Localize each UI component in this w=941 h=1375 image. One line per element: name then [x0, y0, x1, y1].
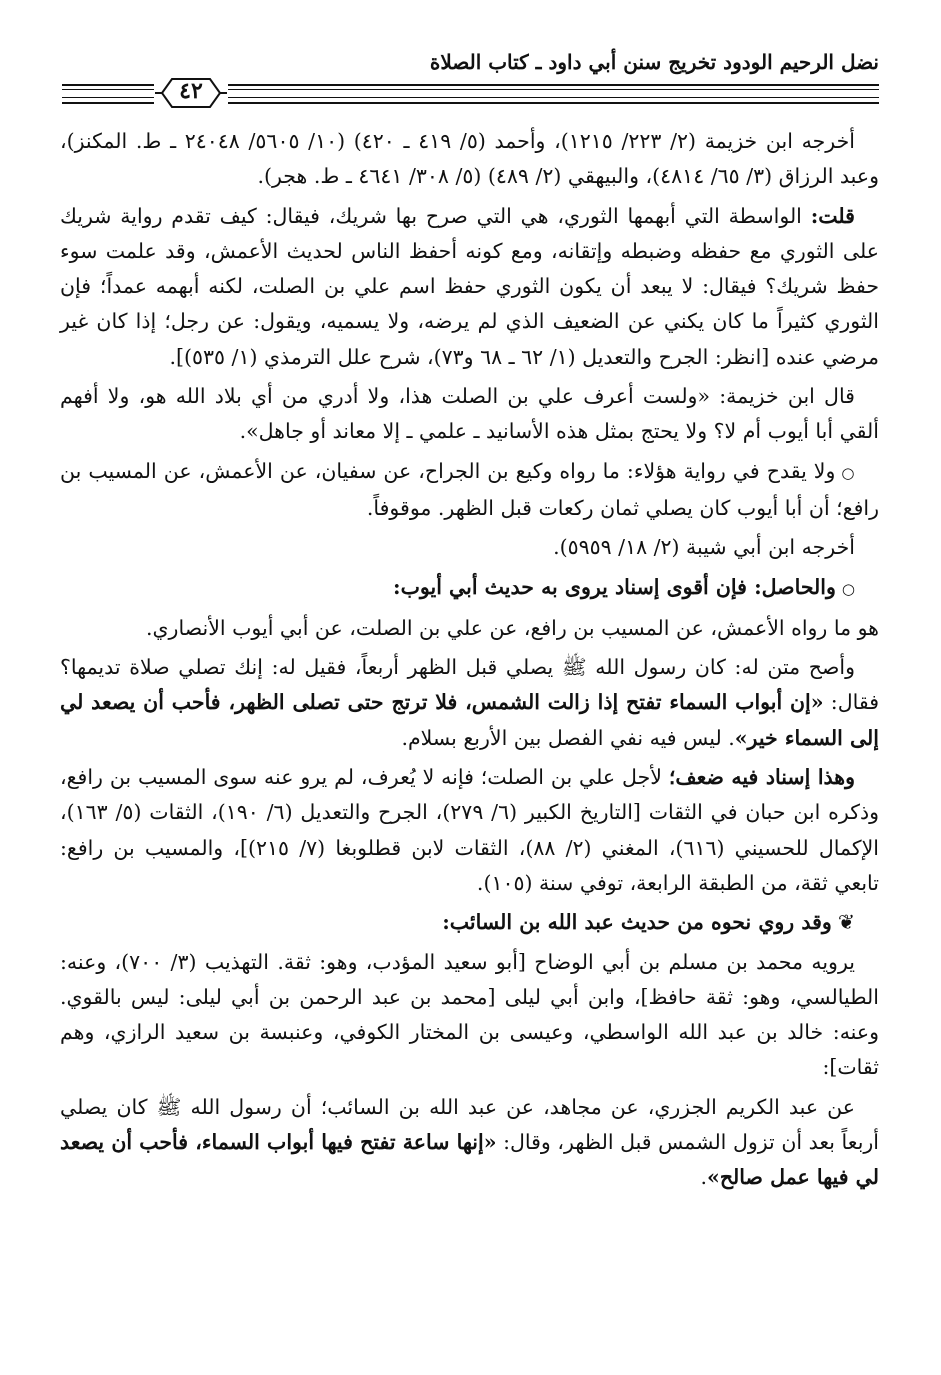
paragraph: أخرجه ابن خزيمة (٢/ ٢٢٣/ ١٢١٥)، وأحمد (٥/ ٤١٩ ـ ٤٢٠) (١٠/ ٥٦٠٥/ ٢٤٠٤٨ ـ ط. المكنز)، وعبد الرزاق (٣/ ٦٥/ ٤٨١٤)، والبيهقي (٢/ ٤٨٩) (٥/ ٣٠٨/ ٤٦٤١ ـ ط. هجر).: [60, 129, 879, 189]
section-heading: وقد روي نحوه من حديث عبد الله بن السائب:: [442, 910, 832, 935]
paragraph-text: لأجل علي بن الصلت؛ فإنه لا يُعرف، لم يرو عنه سوى المسيب بن رافع، وذكره ابن حبان في الثقات [التاريخ الكبير (٦/ ٢٧٩)، الجرح والتعديل (٦/ ١٩٠)، الثقات (٥/ ١٦٣)، الإكمال للحسيني (٦١٦)، المغني (٢/ ٨٨)، الثقات لابن قطلوبغا (٧/ ٢١٥)]، والمسيب بن رافع: تابعي ثقة، من الطبقة الرابعة، توفي سنة (١٠٥).: [60, 765, 879, 895]
lead-term: وهذا إسناد فيه ضعف؛: [668, 765, 855, 790]
circle-bullet-icon: ○: [841, 463, 856, 482]
paragraph-text: ولا يقدح في رواية هؤلاء: ما رواه وكيع بن الجراح، عن سفيان، عن الأعمش، عن المسيب بن رافع؛ أن أبا أيوب كان يصلي ثمان ركعات قبل الظهر. موقوفاً.: [60, 458, 879, 520]
paragraph-text: . ليس فيه نفي الفصل بين الأربع بسلام.: [401, 725, 735, 750]
paragraph-text: الواسطة التي أبهمها الثوري، هي التي صرح بها شريك، فيقال: كيف تقدم رواية شريك على الثوري مع حفظه وضبطه وإتقانه، ومع كونه أحفظ الناس لحديث الأعمش، وقد علمت سوء حفظ شريك؟ فيقال: لا يبعد أن يكون الثوري حفظ اسم علي بن الصلت، لكنه أبهمه عمداً؛ فإن الثوري كثيراً ما كان يكني عن الضعيف الذي لم يرضه، ولا يسميه، ويقول: عن رجل؛ إذا كان غير مرضي عنده [انظر: الجرح والتعديل (١/ ٦٢ ـ ٦٨ و٧٣)، شرح علل الترمذي (١/ ٥٣٥)].: [60, 203, 879, 369]
page-number: ٤٢: [179, 78, 203, 104]
section-heading: والحاصل: فإن أقوى إسناد يروى به حديث أبي أيوب:: [393, 574, 836, 599]
paragraph-text: وأصح متن له: كان رسول الله ﷺ يصلي قبل الظهر أربعاً، فقيل له: إنك تصلي صلاة تديمها؟ فقال:: [60, 655, 880, 715]
running-title: نضل الرحيم الودود تخريج سنن أبي داود ـ كتاب الصلاة: [429, 50, 879, 74]
hadith-quote: «إن أبواب السماء تفتح إذا زالت الشمس، فلا ترتج حتى تصلى الظهر، فأحب أن يصعد لي إلى السماء خير»: [60, 690, 879, 750]
paragraph: [60, 905, 879, 940]
paragraph: قال ابن خزيمة: «ولست أعرف علي بن الصلت هذا، ولا أدري من أي بلاد الله هو، ولا أفهم ألقي أبا أيوب أم لا؟ ولا يحتج بمثل هذه الأسانيد ـ علمي ـ إلا معاند أو جاهل».: [60, 384, 879, 444]
hadith-quote: «إنها ساعة تفتح فيها أبواب السماء، فأحب أن يصعد لي فيها عمل صالح»: [60, 1130, 879, 1190]
paragraph: [60, 454, 879, 527]
paragraph: هو ما رواه الأعمش، عن المسيب بن رافع، عن علي بن الصلت، عن أبي أيوب الأنصاري.: [146, 615, 879, 640]
lead-term: قلت:: [810, 203, 855, 228]
paragraph-text: عن عبد الكريم الجزري، عن مجاهد، عن عبد الله بن السائب؛ أن رسول الله ﷺ كان يصلي أربعاً بعد أن تزول الشمس قبل الظهر، وقال:: [60, 1094, 879, 1155]
page-header: [62, 50, 879, 120]
leaf-ornament-icon: ❦: [837, 910, 855, 935]
paragraph: [60, 1090, 879, 1196]
circle-bullet-icon: ○: [841, 579, 855, 598]
paragraph: [60, 199, 879, 375]
paragraph: أخرجه ابن أبي شيبة (٢/ ١٨/ ٥٩٥٩).: [553, 535, 855, 560]
paragraph: [60, 570, 879, 607]
paragraph: يرويه محمد بن مسلم بن أبي الوضاح [أبو سعيد المؤدب، وهو: ثقة. التهذيب (٣/ ٧٠٠)، وعنه: الطيالسي، وهو: ثقة حافظ]، وابن أبي ليلى [محمد بن عبد الرحمن بن أبي ليلى: ليس بالقوي. وعنه: خالد بن عبد الله الواسطي، وعيسى بن المختار الكوفي، وعنبسة بن سعيد الرازي، وهم ثقات]:: [60, 949, 879, 1080]
paragraph-text: .: [700, 1165, 708, 1190]
paragraph: [60, 760, 879, 901]
page-body: [60, 124, 879, 1200]
page-number-badge: [154, 74, 228, 112]
paragraph: [60, 650, 879, 756]
